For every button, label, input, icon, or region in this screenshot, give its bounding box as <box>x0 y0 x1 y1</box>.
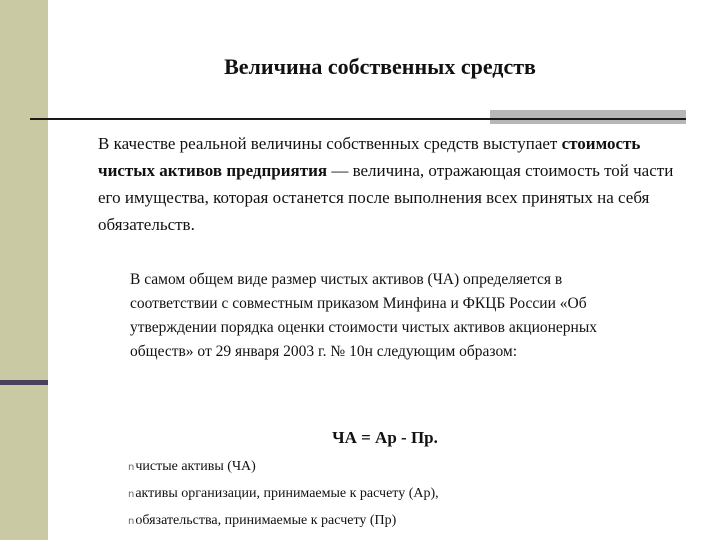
bullet-icon: n <box>128 462 135 473</box>
list-item-text: активы организации, принимаемые к расчету (Ар), <box>135 486 439 501</box>
slide-title: Величина собственных средств <box>224 54 536 79</box>
list-item-text: обязательства, принимаемые к расчету (Пр) <box>135 513 397 528</box>
list-item <box>128 454 608 481</box>
intro-text-after: — величина, отражающая стоимость той части его имущества, которая останется после выполнения всех принятых на себя обязательств. <box>98 161 674 234</box>
formula: ЧА = Ар - Пр. <box>332 428 438 447</box>
intro-paragraph <box>98 130 678 238</box>
list-item <box>128 508 608 535</box>
intro-bold-term: стоимость чистых активов предприятия <box>98 134 641 180</box>
title-rule <box>30 118 686 120</box>
bullet-icon: n <box>128 516 135 527</box>
intro-text-before: В качестве реальной величины собственных средств выступает <box>98 134 562 153</box>
list-item-text: чистые активы (ЧА) <box>135 459 256 474</box>
side-band <box>0 0 48 540</box>
title-rule-accent <box>490 110 686 124</box>
legend-list <box>128 454 608 535</box>
side-band-accent <box>0 380 48 385</box>
bullet-icon: n <box>128 489 135 500</box>
definition-paragraph: В самом общем виде размер чистых активов (ЧА) определяется в соответствии с совместным приказом Минфина и ФКЦБ России «Об утверждении порядка оценки стоимости чистых активов акционерных обществ» от 29 января 2003 г. № 10н следующим образом: <box>130 271 598 360</box>
list-item <box>128 481 608 508</box>
